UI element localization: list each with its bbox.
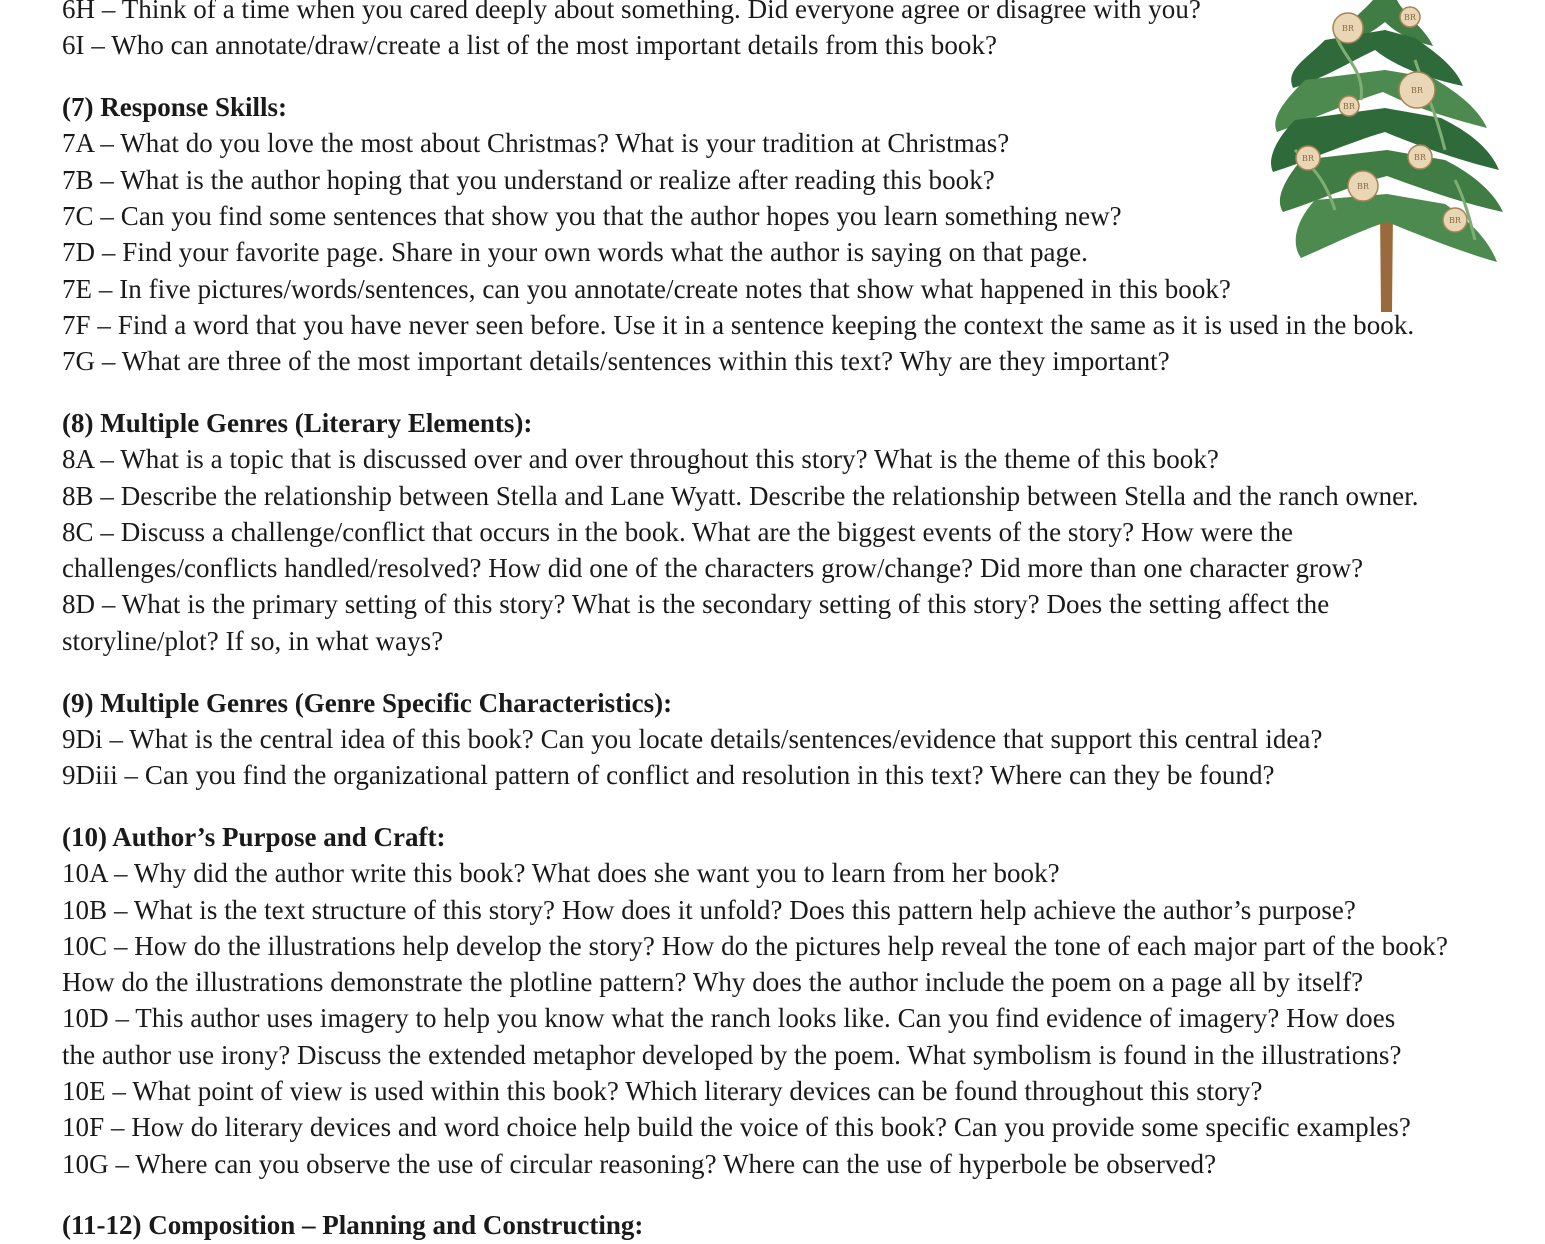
section-10	[62, 819, 1532, 1182]
question-9diii: 9Diii – Can you find the organizational pattern of conflict and resolution in this text? Where can they be found?	[62, 760, 1275, 791]
ornament-monogram: BR	[1414, 153, 1426, 162]
question-7a: 7A – What do you love the most about Christmas? What is your tradition at Christmas?	[62, 128, 1010, 159]
question-7e: 7E – In five pictures/words/sentences, can you annotate/create notes that show what happened in this book?	[62, 273, 1231, 304]
section-heading: (10) Author’s Purpose and Craft:	[62, 821, 446, 852]
section-6-tail	[62, 0, 1532, 64]
question-8c: 8C – Discuss a challenge/conflict that occurs in the book. What are the biggest events of the story? How were the	[62, 516, 1294, 547]
section-8	[62, 405, 1532, 659]
question-6i: 6I – Who can annotate/draw/create a list of the most important details from this book?	[62, 30, 998, 61]
question-10b: 10B – What is the text structure of this story? How does it unfold? Does this pattern help achieve the author’s purpose?	[62, 894, 1356, 925]
question-9di: 9Di – What is the central idea of this book? Can you locate details/sentences/evidence that support this central idea?	[62, 723, 1323, 754]
ornament-monogram: BR	[1411, 86, 1423, 95]
ornament-monogram: BR	[1357, 182, 1369, 191]
question-6h: 6H – Think of a time when you cared deeply about something. Did everyone agree or disagree with you?	[62, 0, 1201, 24]
question-10c: 10C – How do the illustrations help develop the story? How do the pictures help reveal the tone of each major part of the book?	[62, 930, 1448, 961]
question-7g: 7G – What are three of the most important details/sentences within this text? Why are they important?	[62, 346, 1170, 377]
section-7	[62, 89, 1532, 379]
ornament-monogram: BR	[1342, 24, 1354, 33]
question-10e: 10E – What point of view is used within this book? Which literary devices can be found throughout this story?	[62, 1076, 1263, 1107]
section-heading: (11-12) Composition – Planning and Constructing:	[62, 1210, 644, 1241]
section-heading: (7) Response Skills:	[62, 92, 288, 123]
question-10a: 10A – Why did the author write this book? What does she want you to learn from her book?	[62, 858, 1060, 889]
question-8a: 8A – What is a topic that is discussed over and over throughout this story? What is the theme of this book?	[62, 444, 1219, 475]
ornament-monogram: BR	[1302, 154, 1314, 163]
question-7c: 7C – Can you find some sentences that show you that the author hopes you learn something new?	[62, 200, 1122, 231]
question-8d-continued: storyline/plot? If so, in what ways?	[62, 625, 444, 656]
question-7f: 7F – Find a word that you have never seen before. Use it in a sentence keeping the context the same as it is used in the book.	[62, 309, 1415, 340]
question-10d-continued: the author use irony? Discuss the extended metaphor developed by the poem. What symbolism is found in the illustrations?	[62, 1039, 1402, 1070]
section-heading: (9) Multiple Genres (Genre Specific Characteristics):	[62, 687, 673, 718]
section-9	[62, 685, 1532, 794]
question-10f: 10F – How do literary devices and word choice help build the voice of this book? Can you provide some specific examples?	[62, 1112, 1411, 1143]
question-10g: 10G – Where can you observe the use of circular reasoning? Where can the use of hyperbole be observed?	[62, 1148, 1217, 1179]
question-8d: 8D – What is the primary setting of this story? What is the secondary setting of this story? Does the setting affect the	[62, 589, 1330, 620]
question-10d: 10D – This author uses imagery to help you know what the ranch looks like. Can you find evidence of imagery? How does	[62, 1003, 1396, 1034]
ornament-monogram: BR	[1404, 13, 1416, 22]
section-11-12	[62, 1207, 1532, 1243]
question-8c-continued: challenges/conflicts handled/resolved? How did one of the characters grow/change? Did more than one character grow?	[62, 553, 1364, 584]
document-body	[62, 0, 1532, 1244]
question-7b: 7B – What is the author hoping that you understand or realize after reading this book?	[62, 164, 995, 195]
ornament-monogram: BR	[1343, 102, 1355, 111]
section-heading: (8) Multiple Genres (Literary Elements):	[62, 407, 533, 438]
question-10c-continued: How do the illustrations demonstrate the plotline pattern? Why does the author include the poem on a page all by itself?	[62, 967, 1364, 998]
question-7d: 7D – Find your favorite page. Share in your own words what the author is saying on that page.	[62, 237, 1088, 268]
question-8b: 8B – Describe the relationship between Stella and Lane Wyatt. Describe the relationship between Stella and the ranch owner.	[62, 480, 1419, 511]
ornament-monogram: BR	[1449, 216, 1461, 225]
